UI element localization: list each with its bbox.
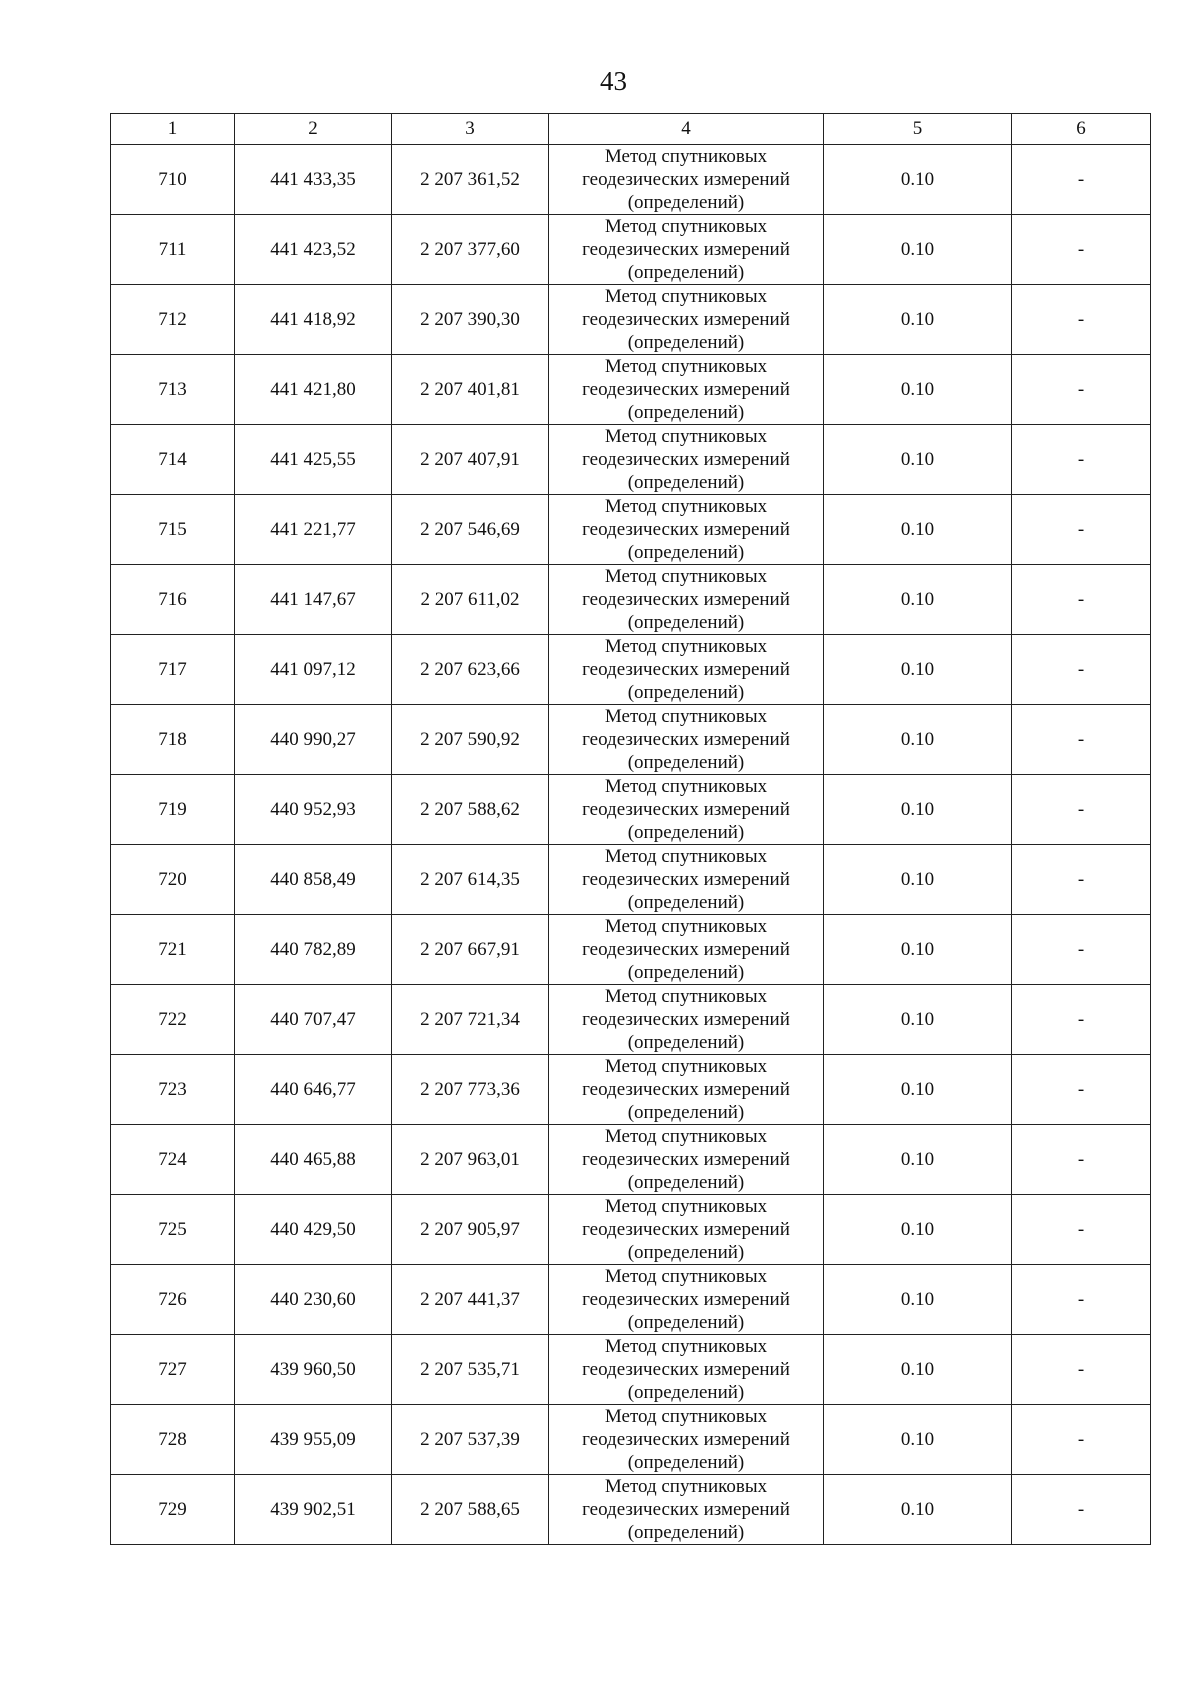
point-number-cell: 727 (111, 1335, 235, 1405)
method-line: геодезических измерений (582, 1429, 790, 1450)
accuracy-cell: 0.10 (824, 355, 1012, 425)
method-line: геодезических измерений (582, 519, 790, 540)
method-cell (549, 845, 824, 915)
method-cell (549, 775, 824, 845)
method-line: геодезических измерений (582, 1499, 790, 1520)
table-row (111, 1335, 1151, 1405)
note-cell: - (1012, 1335, 1151, 1405)
y-coordinate-cell: 2 207 401,81 (392, 355, 549, 425)
note-cell: - (1012, 705, 1151, 775)
y-coordinate-cell: 2 207 537,39 (392, 1405, 549, 1475)
y-coordinate-cell: 2 207 963,01 (392, 1125, 549, 1195)
x-coordinate-cell: 441 423,52 (235, 215, 392, 285)
accuracy-cell: 0.10 (824, 985, 1012, 1055)
method-cell (549, 285, 824, 355)
point-number-cell: 725 (111, 1195, 235, 1265)
method-cell (549, 495, 824, 565)
method-cell (549, 565, 824, 635)
method-cell (549, 1405, 824, 1475)
x-coordinate-cell: 441 147,67 (235, 565, 392, 635)
method-cell (549, 425, 824, 495)
x-coordinate-cell: 441 221,77 (235, 495, 392, 565)
table-row (111, 425, 1151, 495)
method-line: геодезических измерений (582, 799, 790, 820)
method-cell (549, 1265, 824, 1335)
accuracy-cell: 0.10 (824, 1195, 1012, 1265)
method-cell (549, 635, 824, 705)
method-line: геодезических измерений (582, 939, 790, 960)
accuracy-cell: 0.10 (824, 705, 1012, 775)
table-row (111, 1195, 1151, 1265)
method-line: Метод спутниковых (604, 846, 768, 867)
y-coordinate-cell: 2 207 377,60 (392, 215, 549, 285)
method-line: Метод спутниковых (604, 146, 768, 167)
table-row (111, 1125, 1151, 1195)
accuracy-cell: 0.10 (824, 1265, 1012, 1335)
note-cell: - (1012, 845, 1151, 915)
method-line: геодезических измерений (582, 1009, 790, 1030)
method-line: Метод спутниковых (604, 636, 768, 657)
table-body (111, 145, 1151, 1545)
note-cell: - (1012, 565, 1151, 635)
table-row (111, 355, 1151, 425)
note-cell: - (1012, 915, 1151, 985)
y-coordinate-cell: 2 207 721,34 (392, 985, 549, 1055)
point-number-cell: 724 (111, 1125, 235, 1195)
note-cell: - (1012, 1405, 1151, 1475)
x-coordinate-cell: 441 433,35 (235, 145, 392, 215)
table-row (111, 775, 1151, 845)
method-line: (определений) (627, 1102, 745, 1123)
x-coordinate-cell: 441 418,92 (235, 285, 392, 355)
y-coordinate-cell: 2 207 546,69 (392, 495, 549, 565)
method-line: Метод спутниковых (604, 1266, 768, 1287)
x-coordinate-cell: 440 782,89 (235, 915, 392, 985)
point-number-cell: 723 (111, 1055, 235, 1125)
accuracy-cell: 0.10 (824, 495, 1012, 565)
point-number-cell: 726 (111, 1265, 235, 1335)
point-number-cell: 722 (111, 985, 235, 1055)
method-line: геодезических измерений (582, 729, 790, 750)
table-row (111, 1405, 1151, 1475)
method-line: геодезических измерений (582, 589, 790, 610)
table-row (111, 145, 1151, 215)
y-coordinate-cell: 2 207 590,92 (392, 705, 549, 775)
point-number-cell: 720 (111, 845, 235, 915)
y-coordinate-cell: 2 207 614,35 (392, 845, 549, 915)
note-cell: - (1012, 145, 1151, 215)
x-coordinate-cell: 439 960,50 (235, 1335, 392, 1405)
method-line: (определений) (627, 682, 745, 703)
table-row (111, 985, 1151, 1055)
method-cell (549, 145, 824, 215)
y-coordinate-cell: 2 207 588,62 (392, 775, 549, 845)
x-coordinate-cell: 440 707,47 (235, 985, 392, 1055)
note-cell: - (1012, 635, 1151, 705)
note-cell: - (1012, 285, 1151, 355)
note-cell: - (1012, 355, 1151, 425)
accuracy-cell: 0.10 (824, 1125, 1012, 1195)
x-coordinate-cell: 441 421,80 (235, 355, 392, 425)
table-row (111, 1265, 1151, 1335)
method-line: Метод спутниковых (604, 986, 768, 1007)
y-coordinate-cell: 2 207 407,91 (392, 425, 549, 495)
method-line: геодезических измерений (582, 1149, 790, 1170)
table-row (111, 915, 1151, 985)
point-number-cell: 712 (111, 285, 235, 355)
accuracy-cell: 0.10 (824, 775, 1012, 845)
x-coordinate-cell: 441 425,55 (235, 425, 392, 495)
method-line: (определений) (627, 1242, 745, 1263)
y-coordinate-cell: 2 207 441,37 (392, 1265, 549, 1335)
point-number-cell: 728 (111, 1405, 235, 1475)
method-line: геодезических измерений (582, 239, 790, 260)
point-number-cell: 711 (111, 215, 235, 285)
accuracy-cell: 0.10 (824, 565, 1012, 635)
note-cell: - (1012, 1265, 1151, 1335)
method-cell (549, 1335, 824, 1405)
table-header-row (111, 114, 1151, 145)
note-cell: - (1012, 1125, 1151, 1195)
accuracy-cell: 0.10 (824, 845, 1012, 915)
x-coordinate-cell: 440 429,50 (235, 1195, 392, 1265)
method-line: Метод спутниковых (604, 776, 768, 797)
table-row (111, 705, 1151, 775)
method-line: Метод спутниковых (604, 1196, 768, 1217)
method-line: геодезических измерений (582, 309, 790, 330)
x-coordinate-cell: 440 952,93 (235, 775, 392, 845)
method-line: (определений) (627, 1522, 745, 1543)
point-number-cell: 719 (111, 775, 235, 845)
method-cell (549, 1195, 824, 1265)
column-header-1: 1 (111, 114, 235, 145)
point-number-cell: 716 (111, 565, 235, 635)
method-line: Метод спутниковых (604, 1476, 768, 1497)
coordinates-table (110, 113, 1151, 1545)
x-coordinate-cell: 440 230,60 (235, 1265, 392, 1335)
method-cell (549, 1475, 824, 1545)
method-line: Метод спутниковых (604, 286, 768, 307)
x-coordinate-cell: 440 990,27 (235, 705, 392, 775)
accuracy-cell: 0.10 (824, 1335, 1012, 1405)
method-cell (549, 985, 824, 1055)
page-number: 43 (600, 66, 627, 96)
accuracy-cell: 0.10 (824, 635, 1012, 705)
method-line: Метод спутниковых (604, 1126, 768, 1147)
method-line: Метод спутниковых (604, 216, 768, 237)
method-cell (549, 355, 824, 425)
table-row (111, 495, 1151, 565)
y-coordinate-cell: 2 207 611,02 (392, 565, 549, 635)
method-line: (определений) (627, 1172, 745, 1193)
method-cell (549, 915, 824, 985)
point-number-cell: 729 (111, 1475, 235, 1545)
method-line: Метод спутниковых (604, 426, 768, 447)
table-row (111, 1475, 1151, 1545)
y-coordinate-cell: 2 207 361,52 (392, 145, 549, 215)
method-line: (определений) (627, 1382, 745, 1403)
column-header-2: 2 (235, 114, 392, 145)
method-line: геодезических измерений (582, 869, 790, 890)
x-coordinate-cell: 440 858,49 (235, 845, 392, 915)
table-row (111, 845, 1151, 915)
method-line: Метод спутниковых (604, 356, 768, 377)
accuracy-cell: 0.10 (824, 1475, 1012, 1545)
note-cell: - (1012, 1195, 1151, 1265)
y-coordinate-cell: 2 207 905,97 (392, 1195, 549, 1265)
column-header-6: 6 (1012, 114, 1151, 145)
column-header-5: 5 (824, 114, 1012, 145)
accuracy-cell: 0.10 (824, 915, 1012, 985)
point-number-cell: 715 (111, 495, 235, 565)
point-number-cell: 710 (111, 145, 235, 215)
method-line: Метод спутниковых (604, 1056, 768, 1077)
method-line: (определений) (627, 962, 745, 983)
method-line: (определений) (627, 332, 745, 353)
method-line: геодезических измерений (582, 169, 790, 190)
method-line: геодезических измерений (582, 1219, 790, 1240)
method-line: (определений) (627, 472, 745, 493)
x-coordinate-cell: 440 465,88 (235, 1125, 392, 1195)
method-line: (определений) (627, 892, 745, 913)
y-coordinate-cell: 2 207 588,65 (392, 1475, 549, 1545)
accuracy-cell: 0.10 (824, 1405, 1012, 1475)
table-row (111, 1055, 1151, 1125)
method-cell (549, 215, 824, 285)
table-row (111, 285, 1151, 355)
note-cell: - (1012, 495, 1151, 565)
x-coordinate-cell: 441 097,12 (235, 635, 392, 705)
point-number-cell: 717 (111, 635, 235, 705)
column-header-4: 4 (549, 114, 824, 145)
y-coordinate-cell: 2 207 667,91 (392, 915, 549, 985)
method-line: Метод спутниковых (604, 496, 768, 517)
method-line: (определений) (627, 752, 745, 773)
accuracy-cell: 0.10 (824, 425, 1012, 495)
method-line: (определений) (627, 542, 745, 563)
note-cell: - (1012, 1475, 1151, 1545)
accuracy-cell: 0.10 (824, 285, 1012, 355)
point-number-cell: 713 (111, 355, 235, 425)
method-line: (определений) (627, 822, 745, 843)
method-line: геодезических измерений (582, 379, 790, 400)
method-line: Метод спутниковых (604, 566, 768, 587)
method-line: геодезических измерений (582, 1359, 790, 1380)
accuracy-cell: 0.10 (824, 1055, 1012, 1125)
method-line: геодезических измерений (582, 1079, 790, 1100)
method-line: Метод спутниковых (604, 1336, 768, 1357)
method-line: (определений) (627, 192, 745, 213)
method-line: Метод спутниковых (604, 916, 768, 937)
method-line: Метод спутниковых (604, 1406, 768, 1427)
method-line: (определений) (627, 262, 745, 283)
accuracy-cell: 0.10 (824, 145, 1012, 215)
method-line: геодезических измерений (582, 1289, 790, 1310)
y-coordinate-cell: 2 207 773,36 (392, 1055, 549, 1125)
method-line: (определений) (627, 612, 745, 633)
table-row (111, 635, 1151, 705)
method-cell (549, 1055, 824, 1125)
method-cell (549, 1125, 824, 1195)
x-coordinate-cell: 439 955,09 (235, 1405, 392, 1475)
column-header-3: 3 (392, 114, 549, 145)
note-cell: - (1012, 425, 1151, 495)
y-coordinate-cell: 2 207 390,30 (392, 285, 549, 355)
method-line: (определений) (627, 402, 745, 423)
method-line: (определений) (627, 1312, 745, 1333)
y-coordinate-cell: 2 207 535,71 (392, 1335, 549, 1405)
x-coordinate-cell: 439 902,51 (235, 1475, 392, 1545)
note-cell: - (1012, 215, 1151, 285)
note-cell: - (1012, 775, 1151, 845)
method-cell (549, 705, 824, 775)
note-cell: - (1012, 985, 1151, 1055)
method-line: (определений) (627, 1452, 745, 1473)
method-line: Метод спутниковых (604, 706, 768, 727)
y-coordinate-cell: 2 207 623,66 (392, 635, 549, 705)
point-number-cell: 718 (111, 705, 235, 775)
table-row (111, 215, 1151, 285)
table-row (111, 565, 1151, 635)
method-line: (определений) (627, 1032, 745, 1053)
point-number-cell: 721 (111, 915, 235, 985)
method-line: геодезических измерений (582, 449, 790, 470)
method-line: геодезических измерений (582, 659, 790, 680)
point-number-cell: 714 (111, 425, 235, 495)
x-coordinate-cell: 440 646,77 (235, 1055, 392, 1125)
accuracy-cell: 0.10 (824, 215, 1012, 285)
note-cell: - (1012, 1055, 1151, 1125)
